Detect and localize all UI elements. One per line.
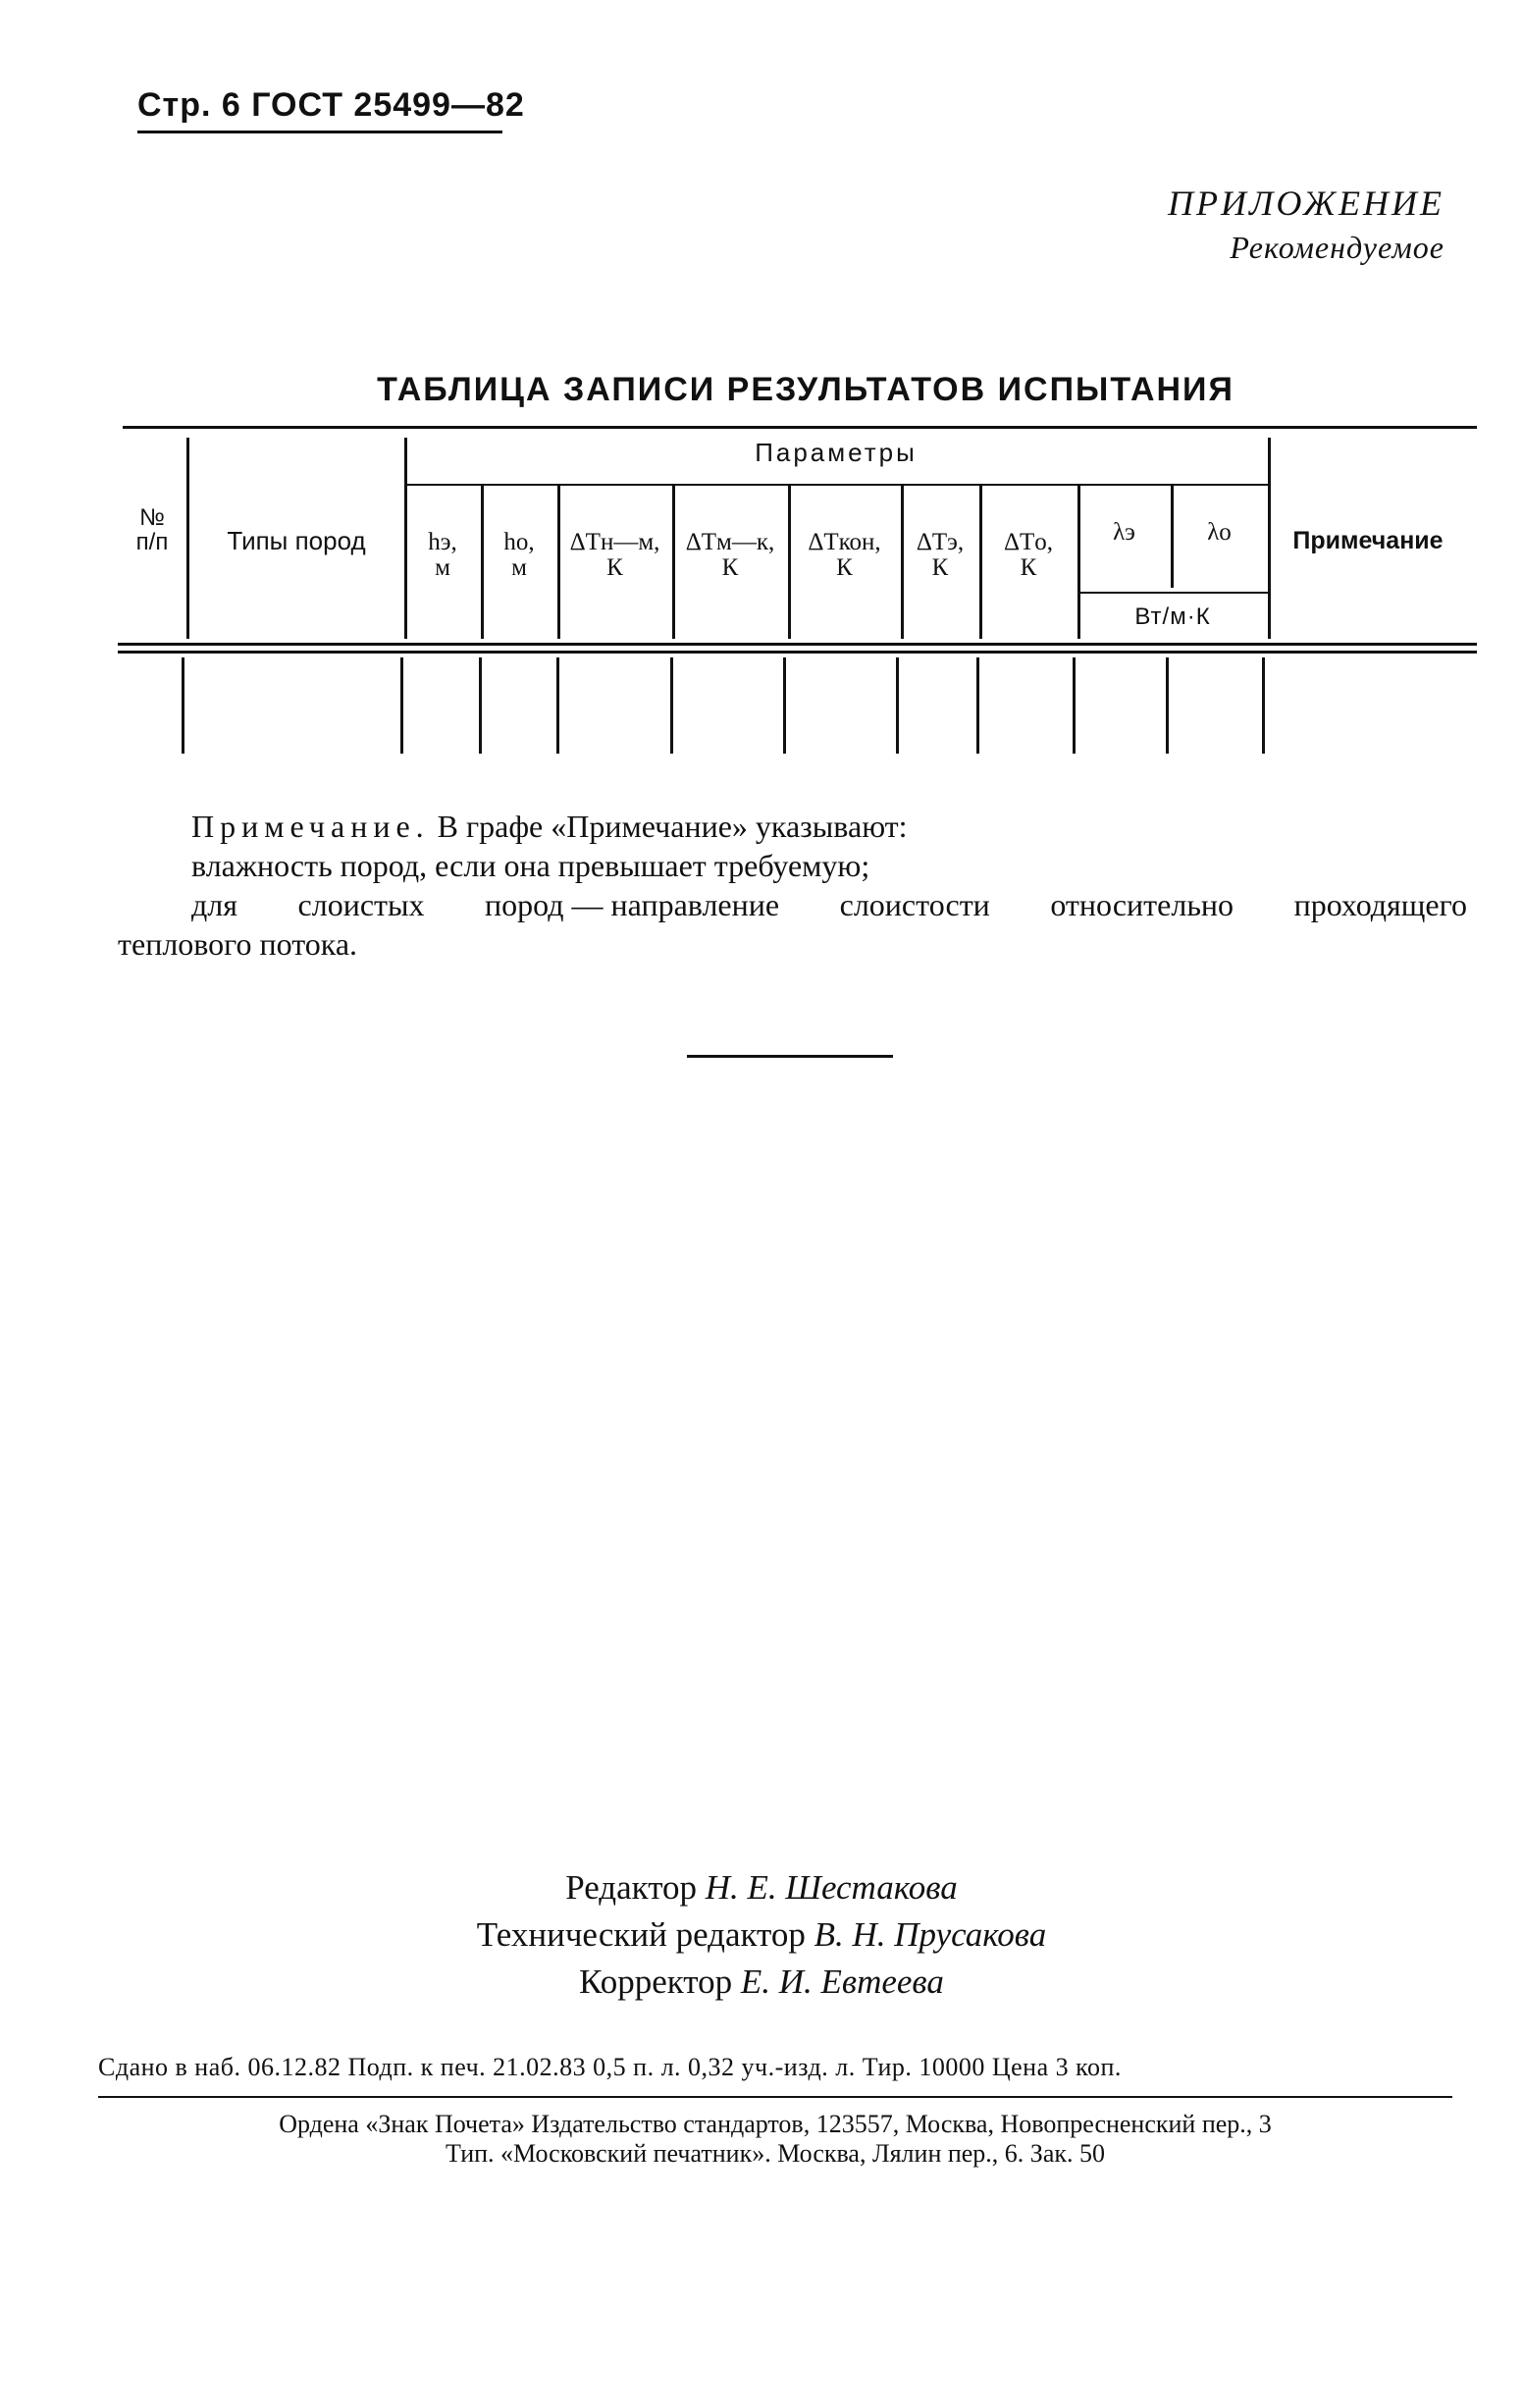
credit-proofreader — [0, 1959, 1523, 2006]
note-line-2: влажность пород, если она превышает требуемую; — [191, 848, 870, 883]
header-col-lambda-e: λэ — [1113, 519, 1135, 546]
header-col-dT-kon: ΔTкон, К — [808, 529, 881, 582]
credit-label: Технический редактор — [476, 1915, 806, 1954]
params-rule — [404, 484, 1268, 486]
note-word: для — [191, 887, 237, 922]
body-col-divider — [1166, 657, 1169, 754]
body-col-divider — [400, 657, 403, 754]
credit-label: Корректор — [579, 1963, 733, 2001]
body-col-divider — [976, 657, 979, 754]
header-col-dT-o: ΔTо, К — [1003, 529, 1054, 582]
header-lambda-unit: Вт/м·К — [1134, 603, 1211, 630]
header-col-number: № п/п — [135, 504, 169, 556]
credit-editor — [0, 1864, 1523, 1911]
body-col-divider — [670, 657, 673, 754]
header-col-dT-e: ΔTэ, К — [916, 529, 965, 582]
header-col-h-o: hо, м — [503, 529, 535, 582]
credit-label: Редактор — [565, 1868, 698, 1907]
table-title: ТАБЛИЦА ЗАПИСИ РЕЗУЛЬТАТОВ ИСПЫТАНИЯ — [377, 371, 1234, 408]
section-separator — [687, 1055, 893, 1058]
header-bottom-rule-1 — [118, 643, 1477, 646]
note-line-1-text: В графе «Примечание» указывают: — [429, 809, 908, 844]
imprint-line-3: Тип. «Московский печатник». Москва, Лялин пер., 6. Зак. 50 — [445, 2139, 1106, 2168]
header-col-dT-nm: ΔTн—м, К — [569, 529, 660, 582]
imprint-line-1: Сдано в наб. 06.12.82 Подп. к печ. 21.02.83 0,5 п. л. 0,32 уч.-изд. л. Тир. 10000 Цена 3 коп. — [98, 2053, 1122, 2081]
note-label: Примечание. — [191, 809, 430, 844]
header-underline — [137, 131, 502, 133]
note-word: относительно — [1050, 887, 1234, 922]
table-top-rule — [123, 426, 1477, 429]
note-word: слоистости — [839, 887, 990, 922]
header-params-group: Параметры — [755, 438, 918, 467]
body-col-divider — [1073, 657, 1076, 754]
body-col-divider — [783, 657, 786, 754]
body-col-divider — [556, 657, 559, 754]
lambda-unit-rule — [1077, 592, 1268, 594]
header-col-dT-mk: ΔTм—к, К — [685, 529, 775, 582]
header-bottom-rule-2 — [118, 651, 1477, 654]
note-line-4: теплового потока. — [118, 926, 358, 962]
body-col-divider — [1262, 657, 1265, 754]
credit-name: Н. Е. Шестакова — [705, 1868, 958, 1907]
credit-name: Е. И. Евтеева — [740, 1963, 944, 2001]
appendix-title: ПРИЛОЖЕНИЕ — [1168, 183, 1444, 223]
credits-block — [0, 1864, 1523, 2006]
note-word: проходящего — [1293, 887, 1467, 922]
note-line-1 — [191, 807, 1467, 846]
note-line-3 — [191, 885, 1467, 924]
note-word: слоистых — [297, 887, 425, 922]
imprint-rule — [98, 2096, 1452, 2098]
imprint-publisher — [98, 2110, 1452, 2169]
header-col-note: Примечание — [1292, 527, 1444, 554]
imprint-line-2: Ордена «Знак Почета» Издательство стандартов, 123557, Москва, Новопресненский пер., 3 — [279, 2110, 1272, 2138]
header-col-h-e: hэ, м — [428, 529, 457, 582]
header-col-lambda-o: λо — [1207, 519, 1232, 546]
note-paragraph — [118, 807, 1467, 964]
body-col-divider — [479, 657, 482, 754]
body-col-divider — [182, 657, 184, 754]
header-col-rock-types: Типы пород — [227, 526, 366, 555]
note-word: пород — направление — [485, 887, 780, 922]
credit-name: В. Н. Прусакова — [814, 1915, 1047, 1954]
credit-tech-editor — [0, 1911, 1523, 1959]
page-header: Стр. 6 ГОСТ 25499—82 — [137, 86, 525, 124]
appendix-block — [1168, 183, 1444, 266]
body-col-divider — [896, 657, 899, 754]
appendix-subtitle: Рекомендуемое — [1230, 230, 1444, 265]
